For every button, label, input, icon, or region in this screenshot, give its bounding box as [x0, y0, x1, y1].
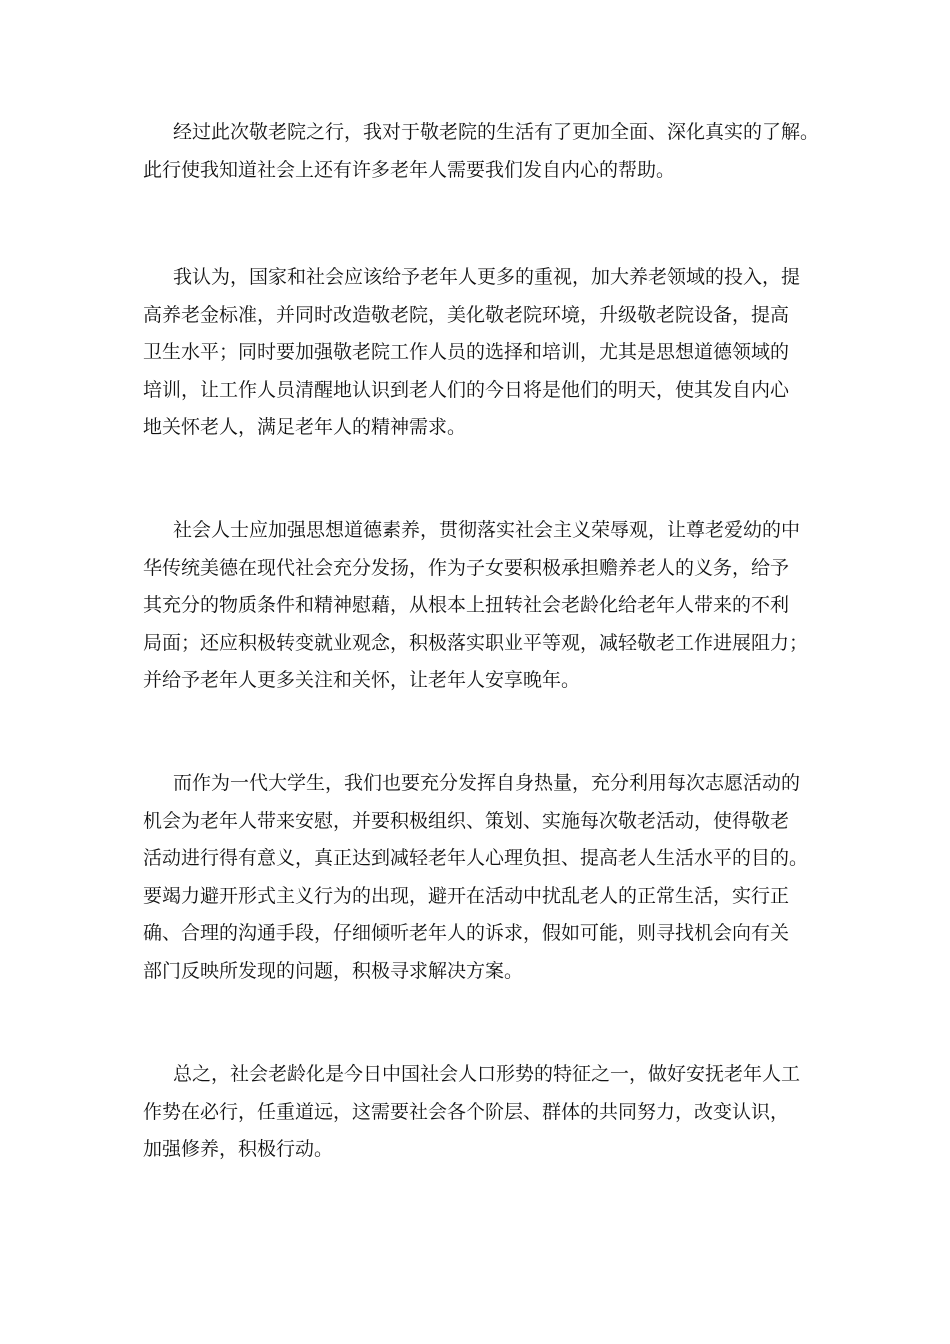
paragraph-3	[143, 512, 823, 700]
paragraph-line: 地关怀老人，满足老年人的精神需求。	[143, 416, 467, 438]
paragraph-5	[143, 1056, 823, 1169]
paragraph-line: 其充分的物质条件和精神慰藉，从根本上扭转社会老龄化给老年人带来的不利	[143, 594, 790, 616]
paragraph-line: 确、合理的沟通手段，仔细倾听老年人的诉求，假如可能，则寻找机会向有关	[143, 922, 790, 944]
paragraph-line: 卫生水平；同时要加强敬老院工作人员的选择和培训，尤其是思想道德领域的	[143, 341, 790, 363]
paragraph-line: 作势在必行，任重道远，这需要社会各个阶层、群体的共同努力，改变认识，	[143, 1100, 790, 1123]
paragraph-line: 要竭力避开形式主义行为的出现，避开在活动中扰乱老人的正常生活，实行正	[143, 884, 790, 907]
paragraph-line: 并给予老年人更多关注和关怀，让老年人安享晚年。	[143, 669, 581, 691]
paragraph-1	[143, 114, 823, 189]
paragraph-line: 我认为，国家和社会应该给予老年人更多的重视，加大养老领域的投入，提	[173, 266, 801, 288]
paragraph-line: 社会人士应加强思想道德素养，贯彻落实社会主义荣辱观，让尊老爱幼的中	[173, 519, 801, 541]
paragraph-line: 华传统美德在现代社会充分发扬，作为子女要积极承担赡养老人的义务，给予	[143, 556, 790, 579]
paragraph-2	[143, 259, 823, 447]
paragraph-line: 活动进行得有意义，真正达到减轻老年人心理负担、提高老人生活水平的目的。	[143, 847, 809, 869]
paragraph-line: 经过此次敬老院之行，我对于敬老院的生活有了更加全面、深化真实的了解。	[173, 121, 820, 143]
paragraph-line: 而作为一代大学生，我们也要充分发挥自身热量，充分利用每次志愿活动的	[173, 772, 801, 794]
paragraph-line: 此行使我知道社会上还有许多老年人需要我们发自内心的帮助。	[143, 158, 676, 181]
paragraph-line: 局面；还应积极转变就业观念，积极落实职业平等观，减轻敬老工作进展阻力；	[143, 631, 809, 654]
paragraph-line: 加强修养，积极行动。	[143, 1138, 334, 1160]
paragraph-line: 机会为老年人带来安慰，并要积极组织、策划、实施每次敬老活动，使得敬老	[143, 809, 790, 832]
paragraph-line: 部门反映所发现的问题，积极寻求解决方案。	[143, 959, 524, 982]
paragraph-line: 总之，社会老龄化是今日中国社会人口形势的特征之一，做好安抚老年人工	[173, 1063, 801, 1085]
paragraph-line: 高养老金标准，并同时改造敬老院，美化敬老院环境，升级敬老院设备，提高	[143, 303, 790, 326]
paragraph-4	[143, 765, 823, 990]
paragraph-line: 培训，让工作人员清醒地认识到老人们的今日将是他们的明天，使其发自内心	[143, 378, 790, 401]
